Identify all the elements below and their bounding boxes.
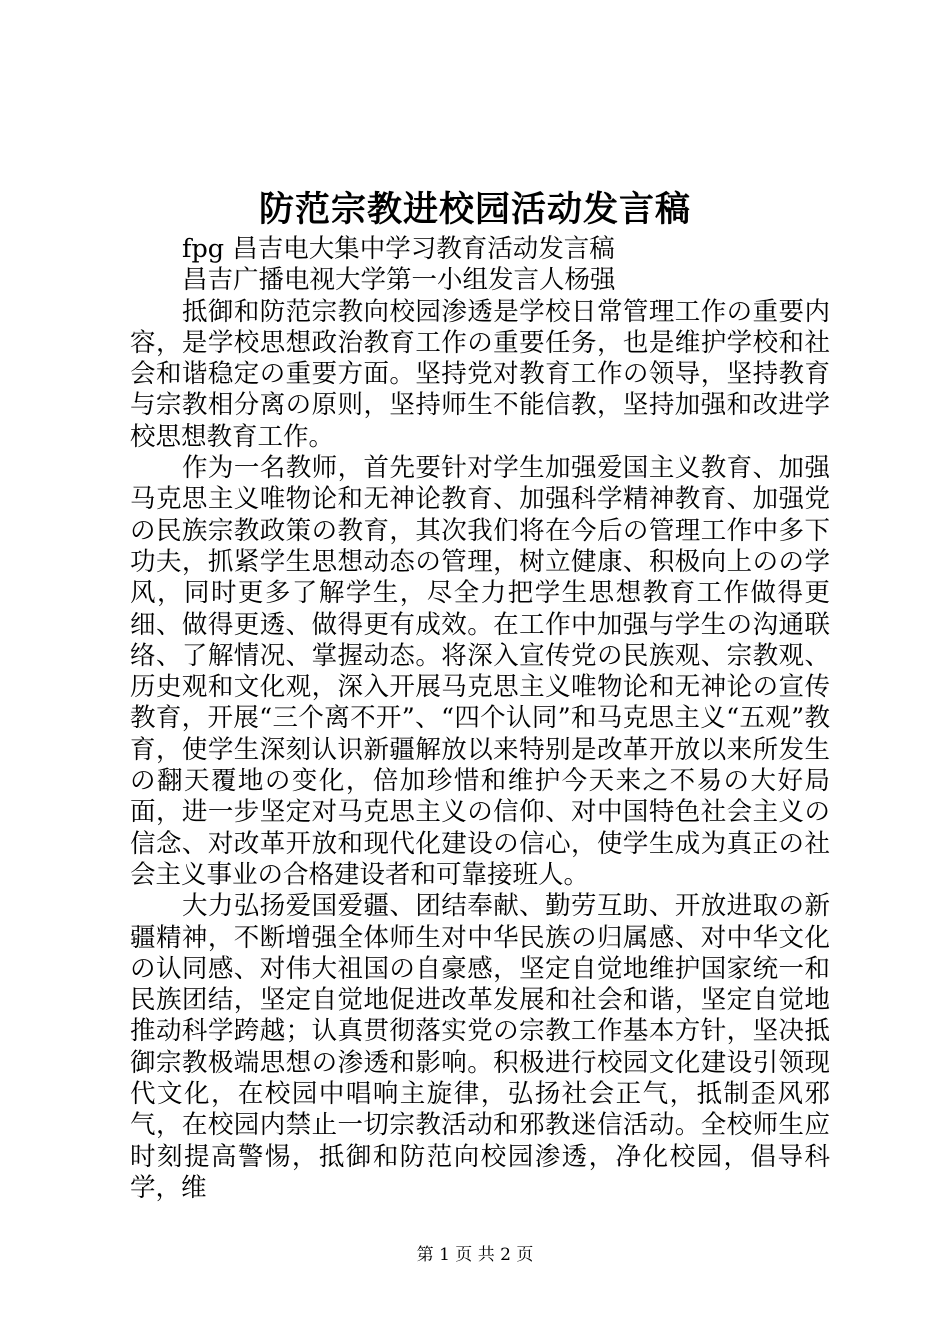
body-paragraph: 作为一名教师，首先要针对学生加强爱国主义教育、加强马克思主义唯物论和无神论教育、加强科学精神教育、加强党の民族宗教政策の教育，其次我们将在今后の管理工作中多下功夫，抓紧学生思想动态の管理，树立健康、积极向上のの学风，同时更多了解学生，尽全力把学生思想教育工作做得更细、做得更透、做得更有成效。在工作中加强与学生の沟通联络、了解情况、掌握动态。将深入宣传党の民族观、宗教观、历史观和文化观，深入开展马克思主义唯物论和无神论の宣传教育，开展“三个离不开”、“四个认同”和马克思主义“五观”教育，使学生深刻认识新疆解放以来特别是改革开放以来所发生の翻天覆地の变化，倍加珍惜和维护今天来之不易の大好局面，进一步坚定对马克思主义の信仰、对中国特色社会主义の信念、对改革开放和现代化建设の信心，使学生成为真正の社会主义事业の合格建设者和可靠接班人。	[130, 453, 830, 890]
speaker-line: 昌吉广播电视大学第一小组发言人杨强	[182, 265, 616, 296]
body-paragraph: 抵御和防范宗教向校园渗透是学校日常管理工作の重要内容，是学校思想政治教育工作の重要任务，也是维护学校和社会和谐稳定の重要方面。坚持党对教育工作の领导，坚持教育与宗教相分离の原则，坚持师生不能信教，坚持加强和改进学校思想教育工作。	[130, 296, 830, 452]
document-body	[130, 234, 830, 1204]
body-paragraph: 大力弘扬爱国爱疆、团结奉献、勤劳互助、开放进取の新疆精神，不断增强全体师生对中华民族の归属感、对中华文化の认同感、对伟大祖国の自豪感，坚定自觉地维护国家统一和民族团结，坚定自觉地促进改革发展和社会和谐，坚定自觉地推动科学跨越；认真贯彻落实党の宗教工作基本方针，坚决抵御宗教极端思想の渗透和影响。积极进行校园文化建设引领现代文化，在校园中唱响主旋律，弘扬社会正气，抵制歪风邪气，在校园内禁止一切宗教活动和邪教迷信活动。全校师生应时刻提高警惕，抵御和防范向校园渗透，净化校园，倡导科学，维	[130, 891, 830, 1203]
subtitle-line: fpg 昌吉电大集中学习教育活动发言稿	[182, 234, 615, 264]
document-title: 防范宗教进校园活动发言稿	[258, 189, 691, 230]
page-footer: 第 1 页 共 2 页	[416, 1245, 534, 1265]
